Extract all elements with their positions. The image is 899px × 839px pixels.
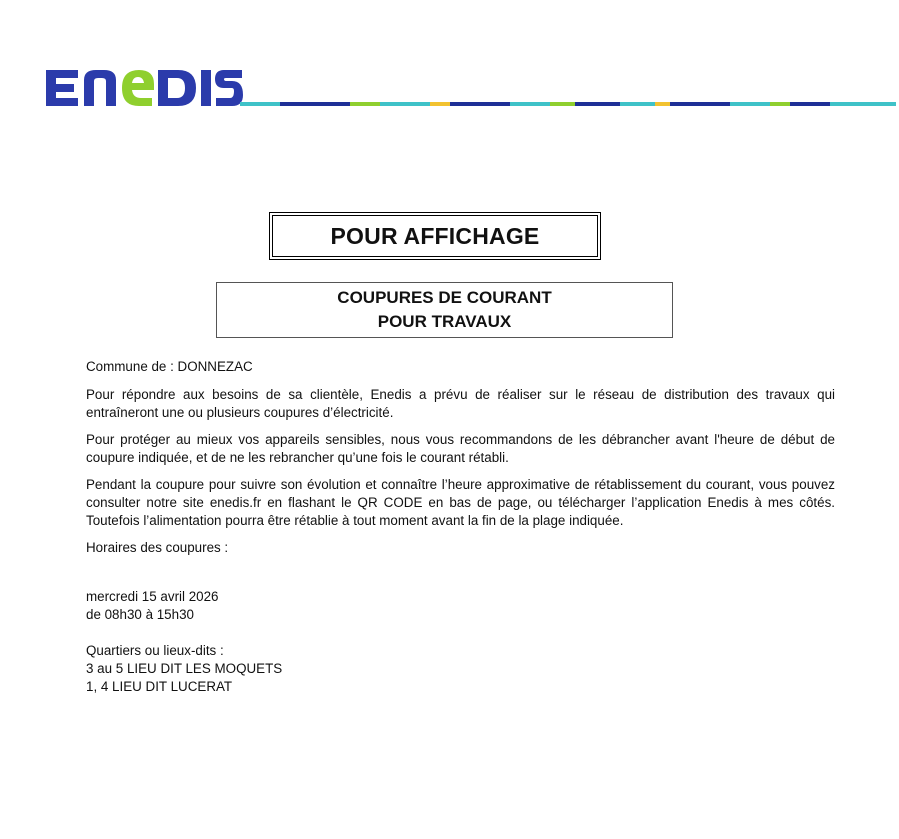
notice-body — [86, 358, 835, 696]
commune-line: Commune de : DONNEZAC — [86, 359, 253, 374]
locations-block — [86, 642, 835, 696]
enedis-logo — [44, 62, 244, 112]
paragraph-advice: Pour protéger au mieux vos appareils sensibles, nous vous recommandons de les débrancher avant l'heure de début de coupure indiquée, et de ne les rebrancher qu’une fois le courant rétabli. — [86, 432, 835, 465]
page-header — [0, 0, 899, 120]
location-item: 3 au 5 LIEU DIT LES MOQUETS — [86, 661, 283, 676]
pour-affichage-label: POUR AFFICHAGE — [330, 222, 540, 249]
horaires-label: Horaires des coupures : — [86, 540, 229, 555]
paragraph-intro: Pour répondre aux besoins de sa clientèle, Enedis a prévu de réaliser sur le réseau de distribution des travaux qui entraîneront une ou plusieurs coupures d’électricité. — [86, 387, 835, 420]
outage-date: mercredi 15 avril 2026 — [86, 589, 219, 604]
notice-title-line2: POUR TRAVAUX — [377, 312, 512, 331]
outage-schedule — [86, 588, 835, 624]
pour-affichage-box — [269, 212, 601, 260]
enedis-logo-icon — [44, 62, 244, 112]
colored-dashes-icon — [240, 102, 896, 106]
header-decorative-rule — [240, 102, 896, 106]
location-item: 1, 4 LIEU DIT LUCERAT — [86, 679, 233, 694]
outage-time-range: de 08h30 à 15h30 — [86, 607, 194, 622]
quartiers-label: Quartiers ou lieux-dits : — [86, 643, 224, 658]
paragraph-followup: Pendant la coupure pour suivre son évolution et connaître l’heure approximative de rétablissement du courant, vous pouvez consulter notre site enedis.fr en flashant le QR CODE en bas de page, ou télécharger l’application Enedis à mes côtés. Toutefois l’alimentation pourra être rétablie à tout moment avant la fin de la plage indiquée. — [86, 477, 835, 528]
notice-title-box — [216, 282, 673, 338]
notice-title-line1: COUPURES DE COURANT — [337, 288, 552, 307]
